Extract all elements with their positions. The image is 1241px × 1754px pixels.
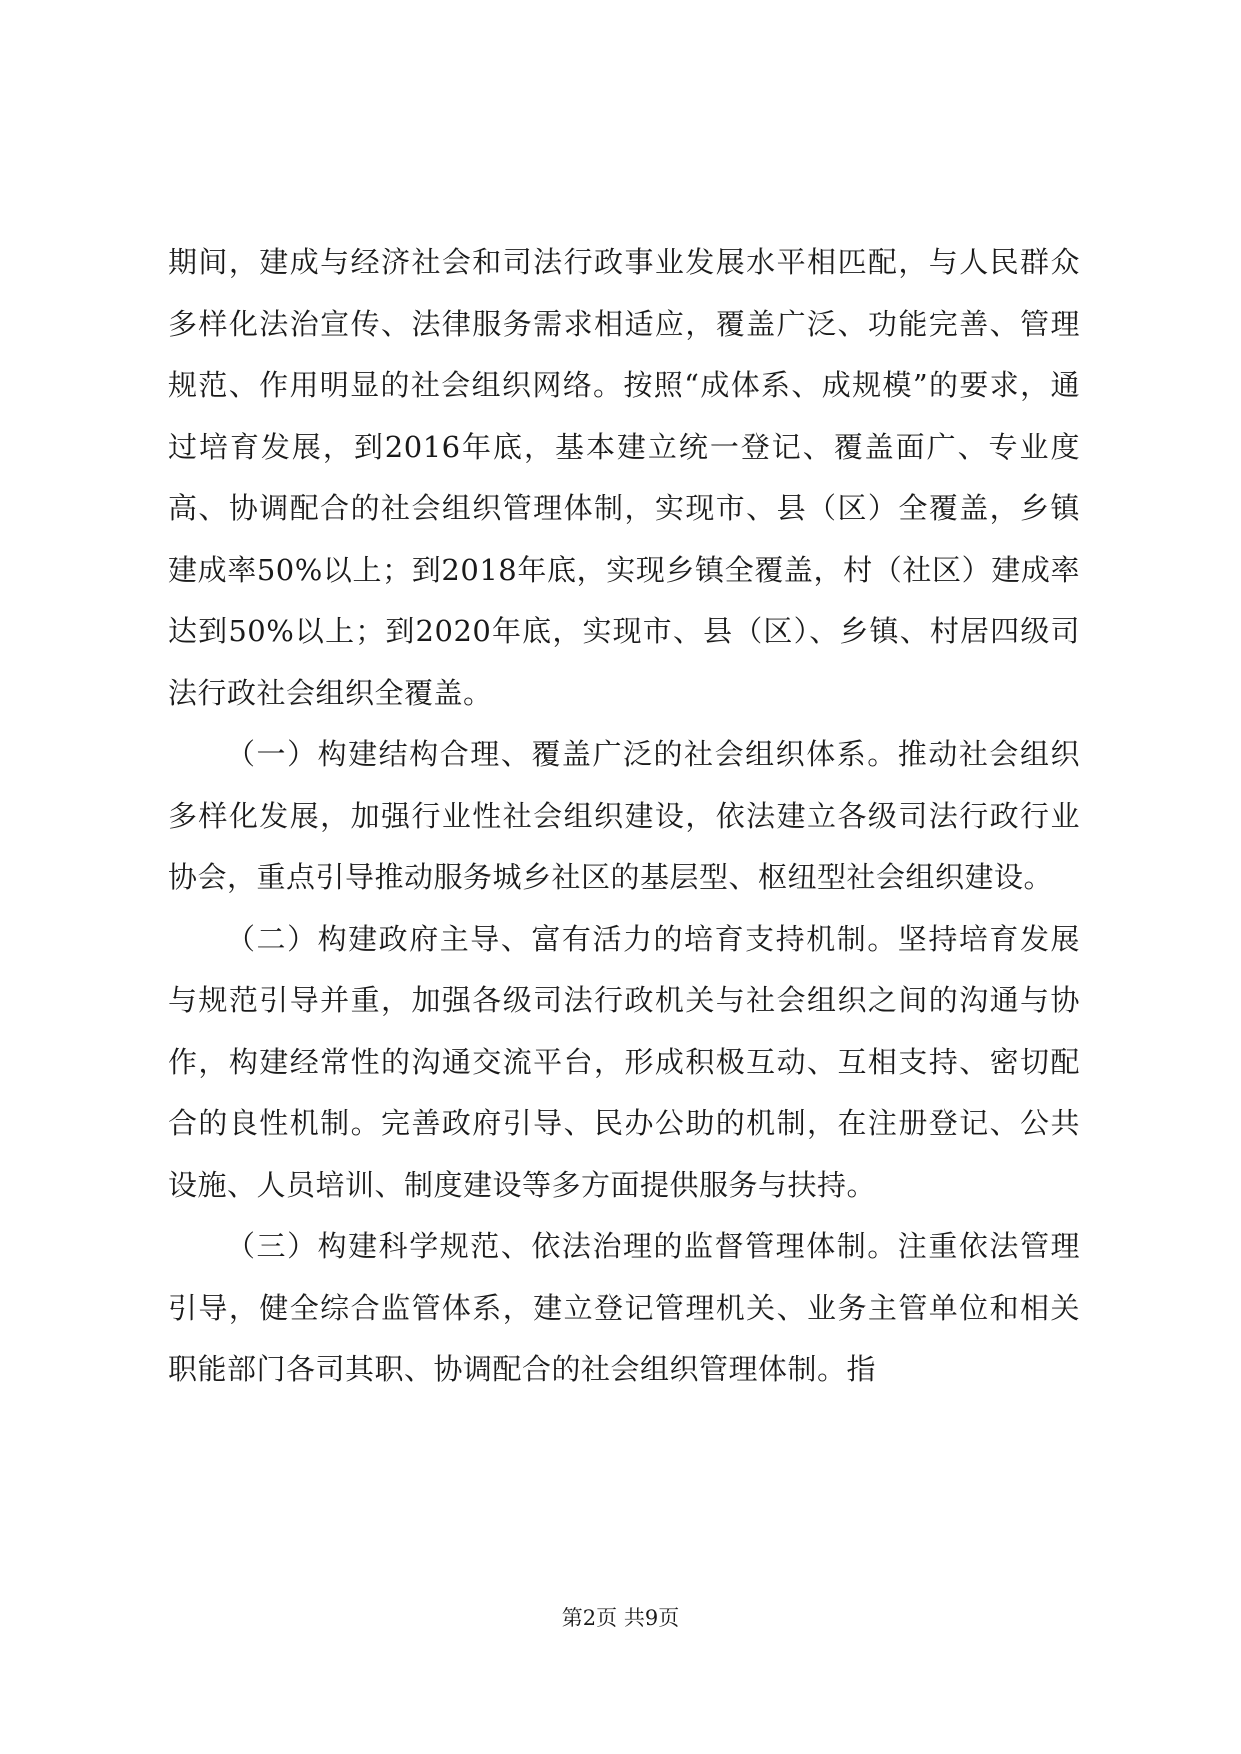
paragraph-2: （一）构建结构合理、覆盖广泛的社会组织体系。推动社会组织多样化发展，加强行业性社会组织建设，依法建立各级司法行政行业协会，重点引导推动服务城乡社区的基层型、枢纽型社会组织建设。 — [168, 737, 1080, 894]
paragraph-3: （二）构建政府主导、富有活力的培育支持机制。坚持培育发展与规范引导并重，加强各级司法行政机关与社会组织之间的沟通与协作，构建经常性的沟通交流平台，形成积极互动、互相支持、密切配合的良性机制。完善政府引导、民办公助的机制，在注册登记、公共设施、人员培训、制度建设等多方面提供服务与扶持。 — [168, 921, 1080, 1202]
paragraph-1: 期间，建成与经济社会和司法行政事业发展水平相匹配，与人民群众多样化法治宣传、法律服务需求相适应，覆盖广泛、功能完善、管理规范、作用明显的社会组织网络。按照“成体系、成规模”的要求，通过培育发展，到2016年底，基本建立统一登记、覆盖面广、专业度高、协调配合的社会组织管理体制，实现市、县（区）全覆盖，乡镇建成率50%以上；到2018年底，实现乡镇全覆盖，村（社区）建成率达到50%以上；到2020年底，实现市、县（区）、乡镇、村居四级司法行政社会组织全覆盖。 — [168, 245, 1080, 710]
paragraph-4: （三）构建科学规范、依法治理的监督管理体制。注重依法管理引导，健全综合监管体系，建立登记管理机关、业务主管单位和相关职能部门各司其职、协调配合的社会组织管理体制。指 — [168, 1229, 1080, 1386]
page-number-footer: 第2页 共9页 — [561, 1606, 680, 1630]
document-body — [168, 232, 1080, 1401]
